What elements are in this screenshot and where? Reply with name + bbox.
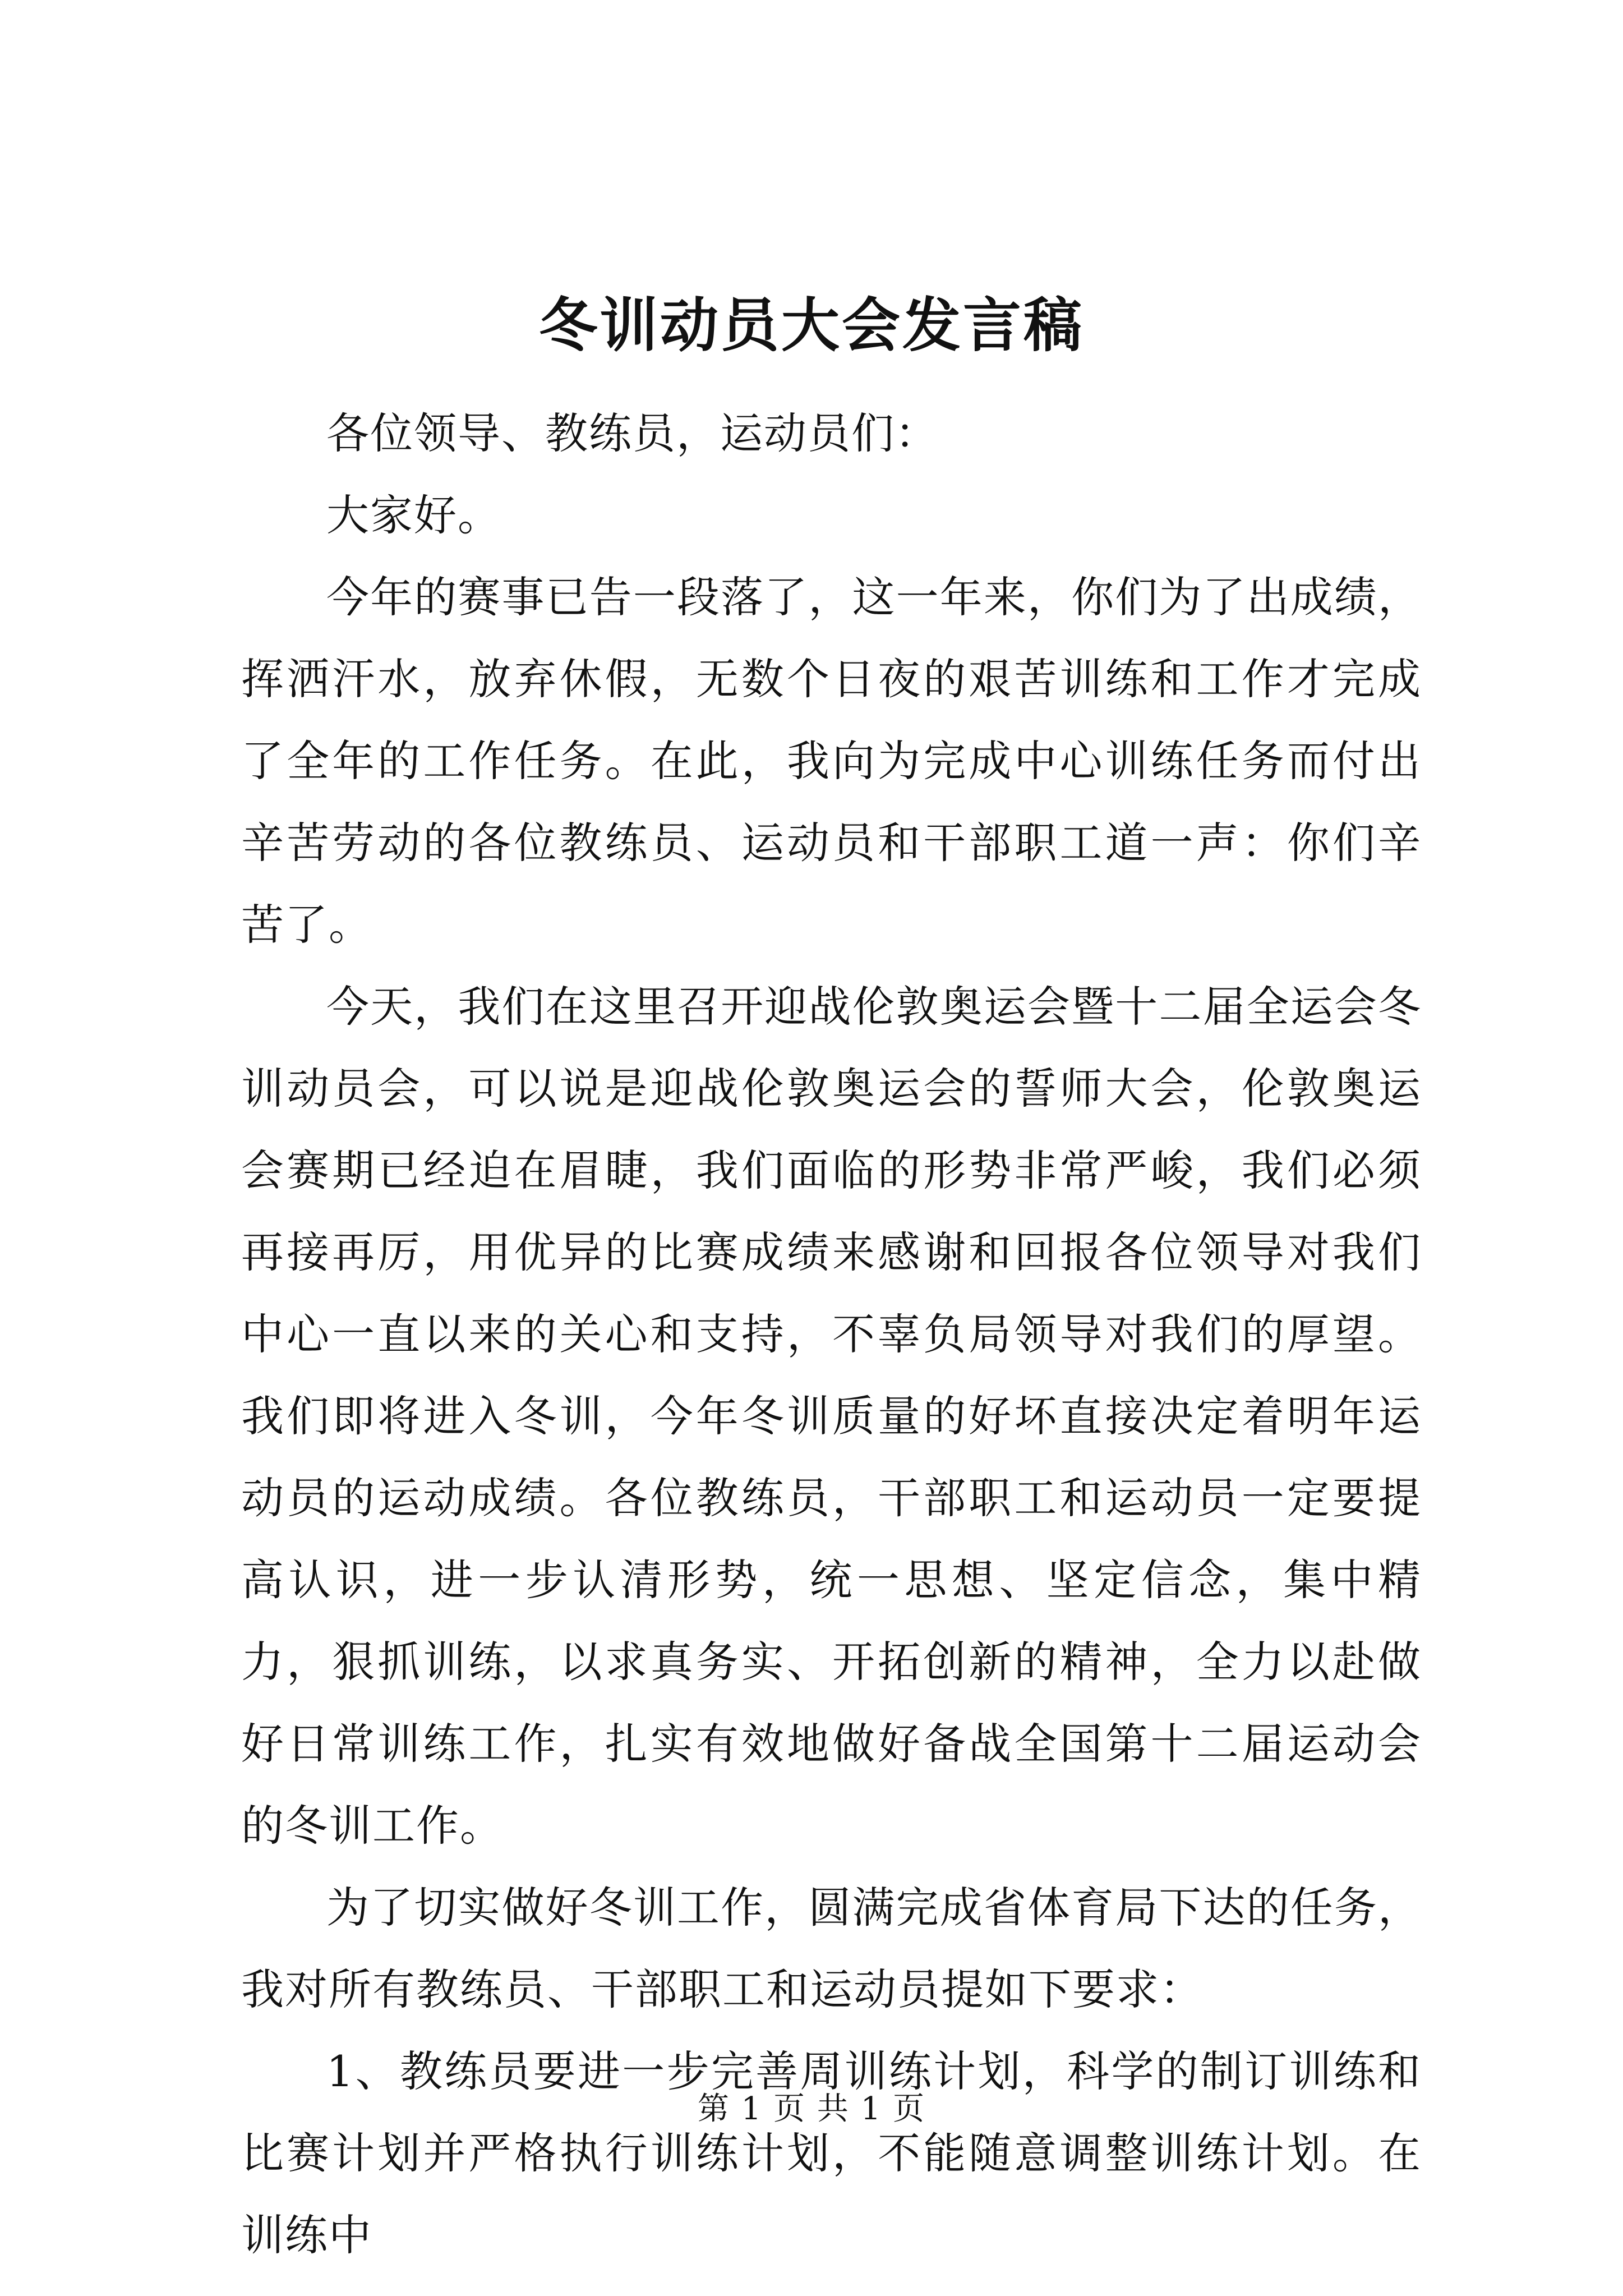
greeting-paragraph: 大家好。 <box>326 490 501 540</box>
document-title: 冬训动员大会发言稿 <box>538 291 1084 360</box>
page-number-footer: 第 1 页 共 1 页 <box>697 2091 926 2127</box>
body-paragraph: 为了切实做好冬训工作，圆满完成省体育局下达的任务，我对所有教练员、干部职工和运动员提如下要求： <box>241 1883 1422 2014</box>
body-paragraph: 今天，我们在这里召开迎战伦敦奥运会暨十二届全运会冬训动员会，可以说是迎战伦敦奥运会的誓师大会，伦敦奥运会赛期已经迫在眉睫，我们面临的形势非常严峻，我们必须再接再厉，用优异的比赛成绩来感谢和回报各位领导对我们中心一直以来的关心和支持，不辜负局领导对我们的厚望。我们即将进入冬训，今年冬训质量的好坏直接决定着明年运动员的运动成绩。各位教练员，干部职工和运动员一定要提高认识，进一步认清形势，统一思想、坚定信念，集中精力，狠抓训练，以求真务实、开拓创新的精神，全力以赴做好日常训练工作，扎实有效地做好备战全国第十二届运动会的冬训工作。 <box>241 982 1422 1851</box>
salutation-paragraph: 各位领导、教练员，运动员们： <box>326 408 939 458</box>
body-paragraph: 今年的赛事已告一段落了，这一年来，你们为了出成绩，挥洒汗水，放弃休假，无数个日夜的艰苦训练和工作才完成了全年的工作任务。在此，我向为完成中心训练任务而付出辛苦劳动的各位教练员、运动员和干部职工道一声：你们辛苦了。 <box>241 572 1422 950</box>
requirement-paragraph: 1、教练员要进一步完善周训练计划，科学的制订训练和比赛计划并严格执行训练计划，不能随意调整训练计划。在训练中 <box>241 2046 1422 2260</box>
document-body <box>241 393 1422 2276</box>
